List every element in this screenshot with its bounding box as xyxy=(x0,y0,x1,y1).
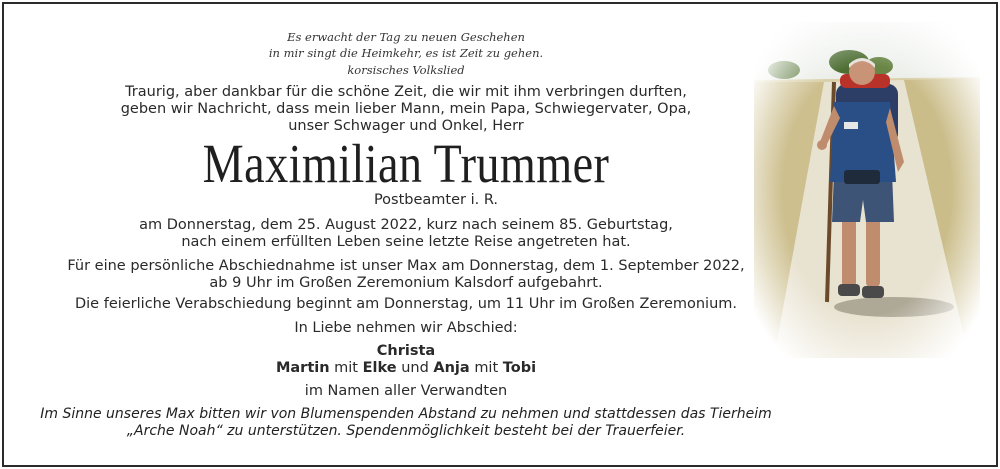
portrait-photo xyxy=(754,22,980,358)
farewell-line-2: ab 9 Uhr im Großen Zeremonium Kalsdorf aufgebahrt. xyxy=(209,275,603,291)
poem-line-1: Es erwacht der Tag zu neuen Geschehen xyxy=(287,30,525,44)
intro-line-2: geben wir Nachricht, dass mein lieber Mann, mein Papa, Schwiegervater, Opa, xyxy=(120,101,692,117)
donation-line-2: „Arche Noah“ zu unterstützen. Spendenmöglichkeit besteht bei der Trauerfeier. xyxy=(126,423,686,439)
deceased-title: Postbeamter i. R. xyxy=(373,192,499,208)
relatives-line: im Namen aller Verwandten xyxy=(304,383,508,399)
poem-source: korsisches Volkslied xyxy=(347,63,465,77)
intro-line-1: Traurig, aber dankbar für die schöne Zeit, die wir mit ihm verbringen durften, xyxy=(125,84,687,100)
mourners-children xyxy=(20,360,792,376)
mourner-name: Anja xyxy=(433,360,470,376)
conjunction: und xyxy=(401,360,429,376)
poem-line-2: in mir singt die Heimkehr, es ist Zeit zu gehen. xyxy=(268,46,544,60)
death-line-1: am Donnerstag, dem 25. August 2022, kurz nach seinem 85. Geburtstag, xyxy=(139,217,673,233)
intro-line-3: unser Schwager und Onkel, Herr xyxy=(288,118,524,134)
mourners-intro: In Liebe nehmen wir Abschied: xyxy=(294,320,518,336)
death-line-2: nach einem erfüllten Leben seine letzte Reise angetreten hat. xyxy=(181,234,631,250)
mourner-spouse: Christa xyxy=(376,343,436,359)
ceremony-line: Die feierliche Verabschiedung beginnt am Donnerstag, um 11 Uhr im Großen Zeremonium. xyxy=(74,296,737,312)
mourner-name: Martin xyxy=(275,360,330,376)
deceased-name: Maximilian Trummer xyxy=(202,133,610,194)
donation-line-1: Im Sinne unseres Max bitten wir von Blumenspenden Abstand zu nehmen und stattdessen das Tierheim xyxy=(40,406,772,422)
mourner-name: Tobi xyxy=(502,360,537,376)
conjunction: mit xyxy=(474,360,499,376)
conjunction: mit xyxy=(334,360,358,376)
mourner-name: Elke xyxy=(362,360,397,376)
farewell-line-1: Für eine persönliche Abschiednahme ist unser Max am Donnerstag, dem 1. September 2022, xyxy=(67,258,745,274)
